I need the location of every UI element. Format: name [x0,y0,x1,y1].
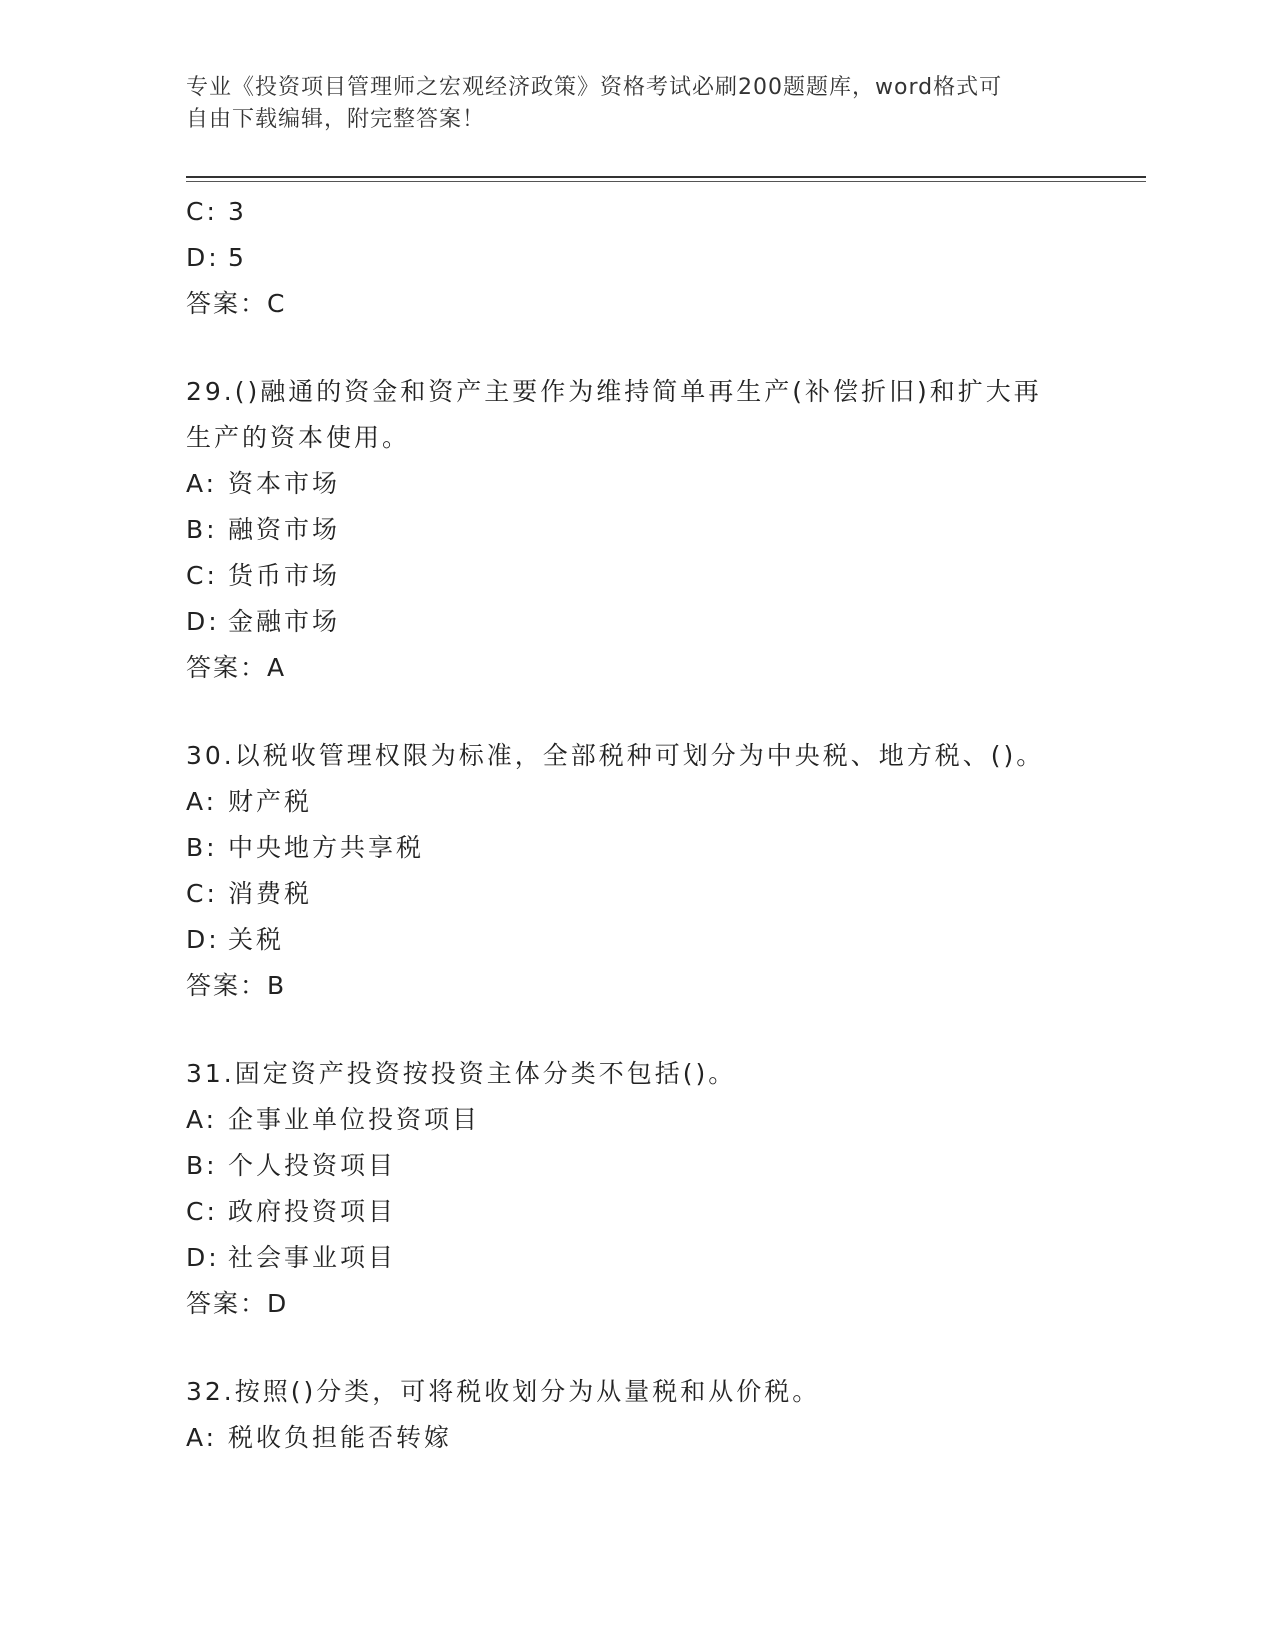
option-text: 中央地方共享税 [228,833,425,862]
option-a [186,779,1086,825]
option-letter: B: [186,833,218,862]
header-divider-thick [186,176,1146,178]
option-letter: B: [186,515,218,544]
option-text: 5 [228,243,247,272]
question-29 [186,369,1086,691]
answer-line: 答案：D [186,1289,289,1318]
option-letter: D: [186,925,220,954]
option-text: 资本市场 [228,469,341,498]
spacer [186,327,1086,369]
option-letter: B: [186,1151,218,1180]
option-text: 税收负担能否转嫁 [228,1423,453,1452]
question-stem: 31.固定资产投资按投资主体分类不包括()。 [186,1059,737,1088]
option-letter: A: [186,469,218,498]
question-32 [186,1369,1086,1461]
option-c [186,871,1086,917]
option-text: 3 [228,197,247,226]
option-c [186,553,1086,599]
option-d [186,599,1086,645]
option-text: 关税 [228,925,285,954]
answer-line: 答案：B [186,971,287,1000]
question-stem: 30.以税收管理权限为标准，全部税种可划分为中央税、地方税、()。 [186,741,1045,770]
question-30 [186,733,1086,1009]
option-letter: A: [186,1105,218,1134]
question-stem-continued: 生产的资本使用。 [186,423,411,452]
option-text: 消费税 [228,879,313,908]
option-a [186,461,1086,507]
option-d [186,1235,1086,1281]
option-letter: C: [186,561,218,590]
option-d [186,917,1086,963]
question-list [186,189,1086,1461]
question-stem: 32.按照()分类，可将税收划分为从量税和从价税。 [186,1377,821,1406]
option-text: 货币市场 [228,561,341,590]
answer-line: 答案：C [186,289,287,318]
option-b [186,507,1086,553]
header-divider-thin [186,181,1146,182]
option-letter: D: [186,1243,220,1272]
option-a [186,1415,1086,1461]
spacer [186,1327,1086,1369]
option-letter: D: [186,607,220,636]
option-c [186,1189,1086,1235]
option-letter: C: [186,1197,218,1226]
option-b [186,1143,1086,1189]
option-d [186,235,1086,281]
option-letter: A: [186,1423,218,1452]
previous-question-tail [186,189,1086,327]
option-letter: C: [186,879,218,908]
option-letter: A: [186,787,218,816]
header-title-line-2: 自由下载编辑，附完整答案！ [186,107,486,132]
option-a [186,1097,1086,1143]
question-stem: 29.()融通的资金和资产主要作为维持简单再生产(补偿折旧)和扩大再 [186,377,1042,406]
option-letter: C: [186,197,218,226]
option-text: 财产税 [228,787,313,816]
option-c [186,189,1086,235]
option-text: 企事业单位投资项目 [228,1105,481,1134]
spacer [186,691,1086,733]
option-text: 金融市场 [228,607,341,636]
option-letter: D: [186,243,220,272]
question-31 [186,1051,1086,1327]
document-header [186,72,1066,136]
option-b [186,825,1086,871]
spacer [186,1009,1086,1051]
answer-line: 答案：A [186,653,287,682]
option-text: 融资市场 [228,515,341,544]
option-text: 社会事业项目 [228,1243,397,1272]
option-text: 政府投资项目 [228,1197,397,1226]
option-text: 个人投资项目 [228,1151,397,1180]
header-title-line-1: 专业《投资项目管理师之宏观经济政策》资格考试必刷200题题库，word格式可 [186,75,1003,100]
